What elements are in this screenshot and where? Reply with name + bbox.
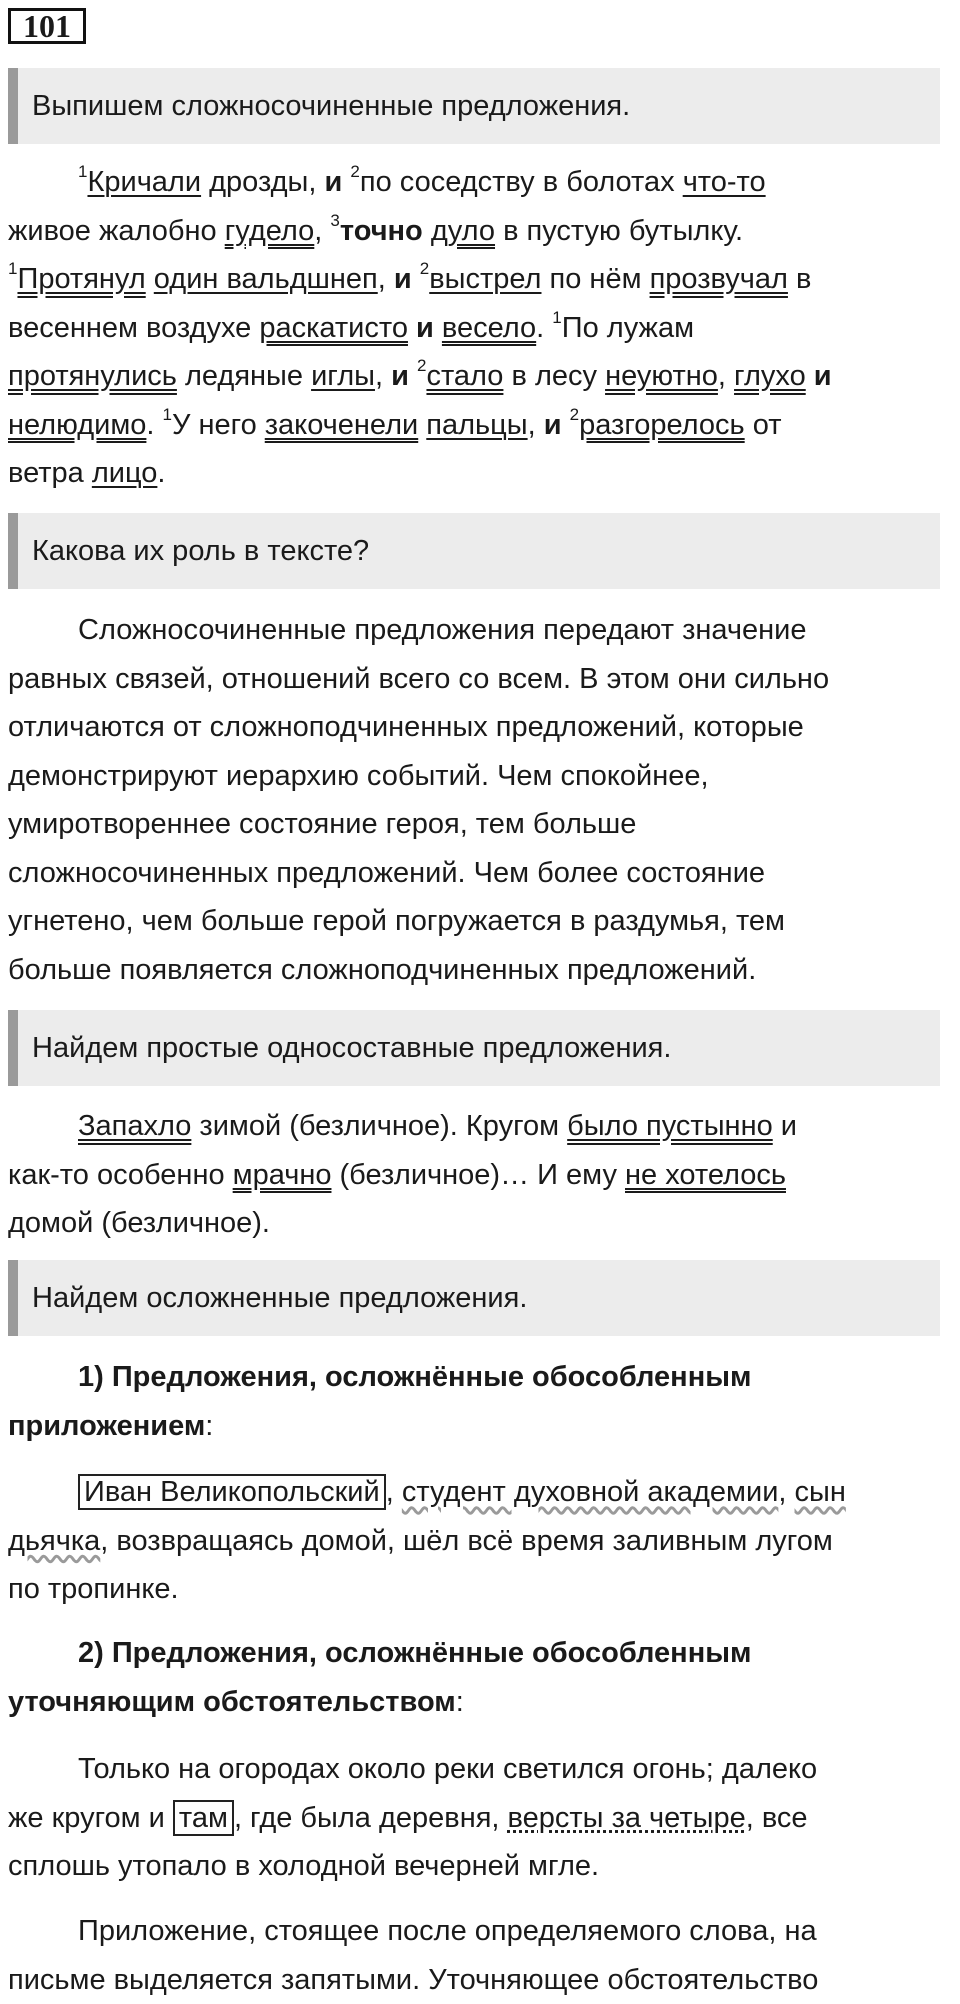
- paragraph-apposition-example: [8, 1468, 954, 1614]
- text-line: $^1$Протянул один вальдшнеп, и $^2$выстрел по нём прозвучал в: [8, 255, 954, 304]
- text-line: Иван Великопольский , студент духовной академии, сын: [8, 1468, 954, 1517]
- text-line: Запахло зимой (безличное). Кругом было пустынно и: [8, 1102, 954, 1151]
- text-line: домой (безличное).: [8, 1199, 954, 1248]
- text-line: угнетено, чем больше герой погружается в раздумья, тем: [8, 897, 954, 946]
- text-line: сплошь утопало в холодной вечерней мгле.: [8, 1842, 954, 1891]
- boxed-word: Иван Великопольский: [78, 1474, 386, 1510]
- text-line: ветра лицо.: [8, 449, 954, 498]
- subheading-text: 2) Предложения, осложнённые обособленным: [78, 1637, 751, 1669]
- text-line: сложносочиненных предложений. Чем более состояние: [8, 849, 954, 898]
- text-line: больше появляется сложноподчиненных предложений.: [8, 946, 954, 995]
- text-line: Приложение, стоящее после определяемого слова, на: [8, 1907, 954, 1956]
- text-line: нелюдимо. $^1$У него закоченели пальцы, и $^2$разгорелось от: [8, 401, 954, 450]
- subheading-apposition: 1) Предложения, осложнённые обособленным приложением:: [8, 1353, 954, 1450]
- boxed-word: там: [173, 1800, 234, 1836]
- section-header-4: Найдем осложненные предложения.: [8, 1260, 940, 1336]
- text-line: письме выделяется запятыми. Уточняющее обстоятельство: [8, 1956, 954, 2004]
- section-header-2: Какова их роль в тексте?: [8, 513, 940, 589]
- text-line: же кругом и там , где была деревня, версты за четыре, все: [8, 1794, 954, 1843]
- text-line: по тропинке.: [8, 1565, 954, 1614]
- paragraph-punctuation-note: [8, 1907, 954, 2004]
- text-line: живое жалобно гудело, $^3$точно дуло в пустую бутылку.: [8, 207, 954, 256]
- paragraph-role-explanation: [8, 606, 954, 994]
- subheading-clarifying: 2) Предложения, осложнённые обособленным уточняющим обстоятельством:: [8, 1629, 954, 1726]
- text-line: умиротвореннее состояние героя, тем больше: [8, 800, 954, 849]
- text-line: дьячка, возвращаясь домой, шёл всё время заливным лугом: [8, 1517, 954, 1566]
- text-line: как-то особенно мрачно (безличное)… И ему не хотелось: [8, 1151, 954, 1200]
- subheading-text: приложением: [8, 1410, 205, 1442]
- subheading-text: 1) Предложения, осложнённые обособленным: [78, 1361, 751, 1393]
- paragraph-clarifying-example: [8, 1745, 954, 1891]
- subheading-text: уточняющим обстоятельством: [8, 1686, 456, 1718]
- text-line: отличаются от сложноподчиненных предложений, которые: [8, 703, 954, 752]
- text-line: Только на огородах около реки светился огонь; далеко: [8, 1745, 954, 1794]
- section-header-3: Найдем простые односоставные предложения.: [8, 1010, 940, 1086]
- text-line: $^1$Кричали дрозды, и $^2$по соседству в болотах что-то: [8, 158, 954, 207]
- text-line: демонстрируют иерархию событий. Чем спокойнее,: [8, 752, 954, 801]
- text-line: весеннем воздухе раскатисто и весело. $^1$По лужам: [8, 304, 954, 353]
- exercise-number: 101: [8, 8, 86, 44]
- section-header-1: Выпишем сложносочиненные предложения.: [8, 68, 940, 144]
- text-line: равных связей, отношений всего со всем. В этом они сильно: [8, 655, 954, 704]
- text-line: протянулись ледяные иглы, и $^2$стало в лесу неуютно, глухо и: [8, 352, 954, 401]
- text-line: Сложносочиненные предложения передают значение: [8, 606, 954, 655]
- paragraph-one-part-sentences: [8, 1102, 954, 1248]
- paragraph-compound-sentences: [8, 158, 954, 498]
